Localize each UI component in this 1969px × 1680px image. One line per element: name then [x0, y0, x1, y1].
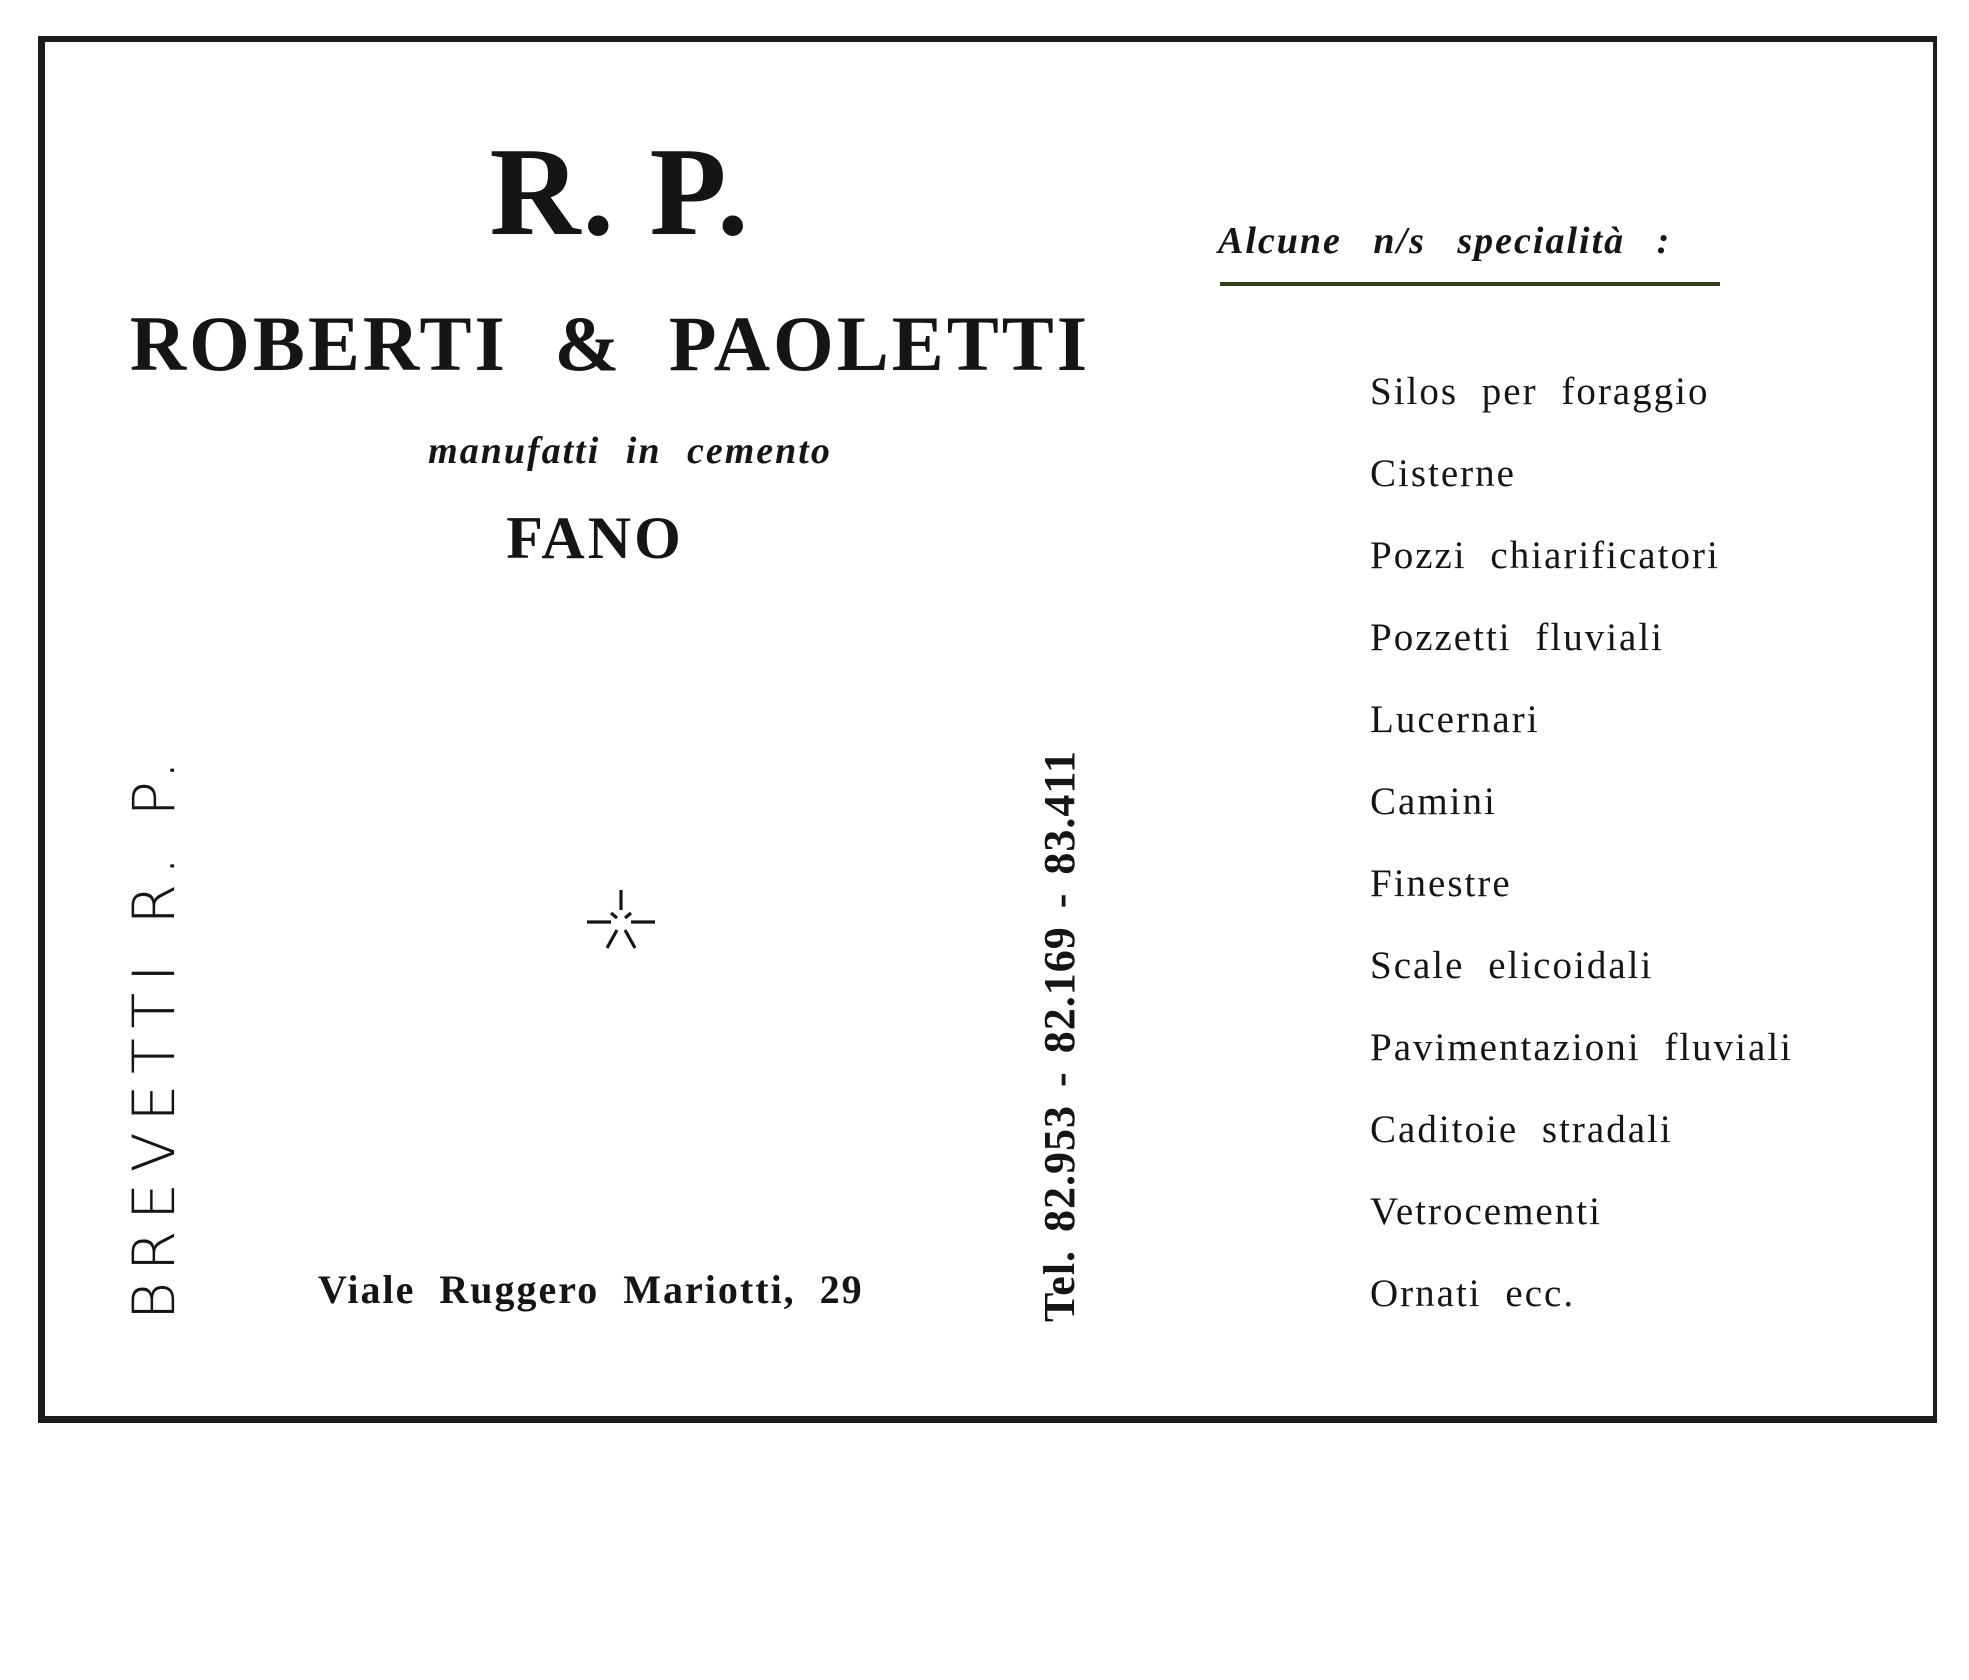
phone-numbers: Tel. 82.953 - 82.169 - 83.411 [1035, 750, 1084, 1322]
company-city: FANO [506, 505, 684, 571]
list-item: Pavimentazioni fluviali [1370, 1026, 1793, 1069]
list-item: Lucernari [1370, 698, 1540, 741]
list-item: Pozzi chiarificatori [1370, 534, 1720, 577]
company-logo-initials: R. P. [489, 123, 751, 262]
list-item: Vetrocementi [1370, 1190, 1602, 1233]
list-item: Caditoie stradali [1370, 1108, 1673, 1151]
list-item: Scale elicoidali [1370, 944, 1654, 987]
specialties-heading: Alcune n/s specialità : [1218, 220, 1672, 262]
list-item: Ornati ecc. [1370, 1272, 1576, 1315]
patent-label: BREVETTI R. P. [120, 749, 188, 1320]
asterisk-icon [585, 888, 657, 960]
list-item: Silos per foraggio [1370, 370, 1710, 413]
specialties-heading-underline [1220, 282, 1720, 286]
list-item: Cisterne [1370, 452, 1516, 495]
list-item: Camini [1370, 780, 1497, 823]
list-item: Finestre [1370, 862, 1512, 905]
specialties-list [1370, 362, 1793, 1346]
list-item: Pozzetti fluviali [1370, 616, 1665, 659]
company-name: ROBERTI & PAOLETTI [129, 300, 1091, 387]
company-tagline: manufatti in cemento [428, 430, 832, 472]
company-address: Viale Ruggero Mariotti, 29 [318, 1267, 864, 1312]
